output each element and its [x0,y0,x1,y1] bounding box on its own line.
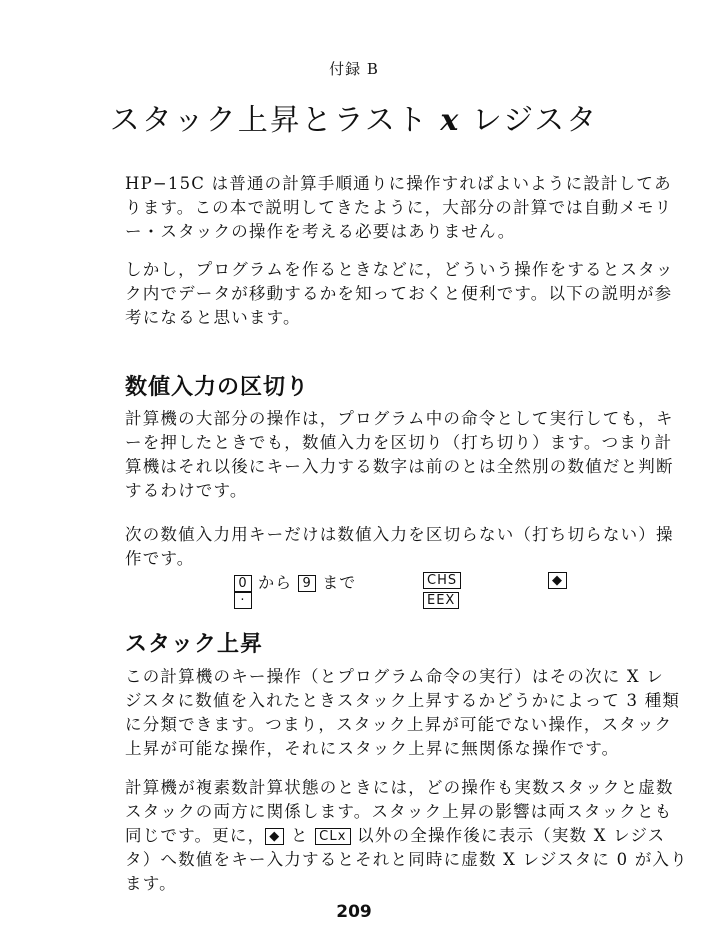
text-line: ク内でデータが移動するかを知っておくと便利です。以下の説明が参 [125,284,673,303]
key-chs-row [423,570,461,589]
digit-entry-keys-paragraph [125,523,674,571]
from-label: から [252,573,299,592]
key-clx-inline: CLx [315,828,351,845]
key-range-row [234,570,356,593]
to-label: まで [316,573,357,592]
text-line: ります。この本で説明してきたように，大部分の計算では自動メモリ [125,198,673,217]
digit-entry-paragraph [125,407,674,503]
text-fragment: と [284,826,316,845]
section-heading-stack-lift: スタック上昇 [125,631,264,657]
text-line: 計算機が複素数計算状態のときには，どの操作も実数スタックと虚数 [125,778,674,797]
text-line: に分類できます。つまり，スタック上昇が可能でない操作，スタック [125,715,673,734]
appendix-label: 付録 B [329,60,379,78]
text-line: しかし，プログラムを作るときなどに，どういう操作をするとスタッ [125,260,674,279]
page-title [0,95,708,139]
stack-lift-paragraph [125,665,681,761]
key-eex: EEX [423,592,459,609]
text-line: スタックの両方に関係します。スタック上昇の影響は両スタックとも [125,802,673,821]
key-back-row [548,570,567,589]
key-back-arrow-inline: ◆ [265,828,284,845]
text-line: 計算機の大部分の操作は，プログラム中の命令として実行しても，キ [125,409,674,428]
text-line: 考になると思います。 [125,308,301,327]
key-dot-row [234,590,252,609]
complex-stack-paragraph [125,776,688,896]
key-0: 0 [234,575,252,592]
text-line: 次の数値入力用キーだけは数値入力を区切らない（打ち切らない）操 [125,525,674,544]
text-line: HP−15C は普通の計算手順通りに操作すればよいように設計してあ [125,174,672,193]
text-line: タ）へ数値をキー入力するとそれと同時に虚数 X レジスタに 0 が入り [125,850,688,869]
title-pre: スタック上昇とラスト [109,103,441,138]
text-line: するわけです。 [125,481,248,500]
text-line: 算機はそれ以後にキー入力する数字は前のとは全然別の数値だと判断 [125,457,674,476]
text-line: ーを押したときでも，数値入力を区切り（打ち切り）ます。つまり計 [125,433,673,452]
section-heading-digit-entry: 数値入力の区切り [125,374,310,400]
text-line: ー・スタックの操作を考える必要はありません。 [125,222,516,241]
text-line: ます。 [125,874,177,893]
page-number: 209 [336,902,372,922]
key-9: 9 [298,575,316,592]
intro-paragraph [125,172,673,244]
text-line: ジスタに数値を入れたときスタック上昇するかどうかによって 3 種類 [125,691,681,710]
title-x: x [440,103,461,138]
text-line: 作です。 [125,549,195,568]
key-eex-row [423,590,459,609]
text-line [125,824,666,848]
intro-paragraph-2 [125,258,674,330]
key-back-arrow: ◆ [548,572,567,589]
key-decimal-point: · [234,592,252,609]
text-line: 上昇が可能な操作，それにスタック上昇に無関係な操作です。 [125,739,620,758]
key-chs: CHS [423,572,461,589]
title-post: レジスタ [460,103,599,138]
text-fragment: 同じです。更に， [125,826,266,845]
text-line: この計算機のキー操作（とプログラム命令の実行）はその次に X レ [125,667,664,686]
text-fragment: 以外の全操作後に表示（実数 X レジス [350,826,666,845]
